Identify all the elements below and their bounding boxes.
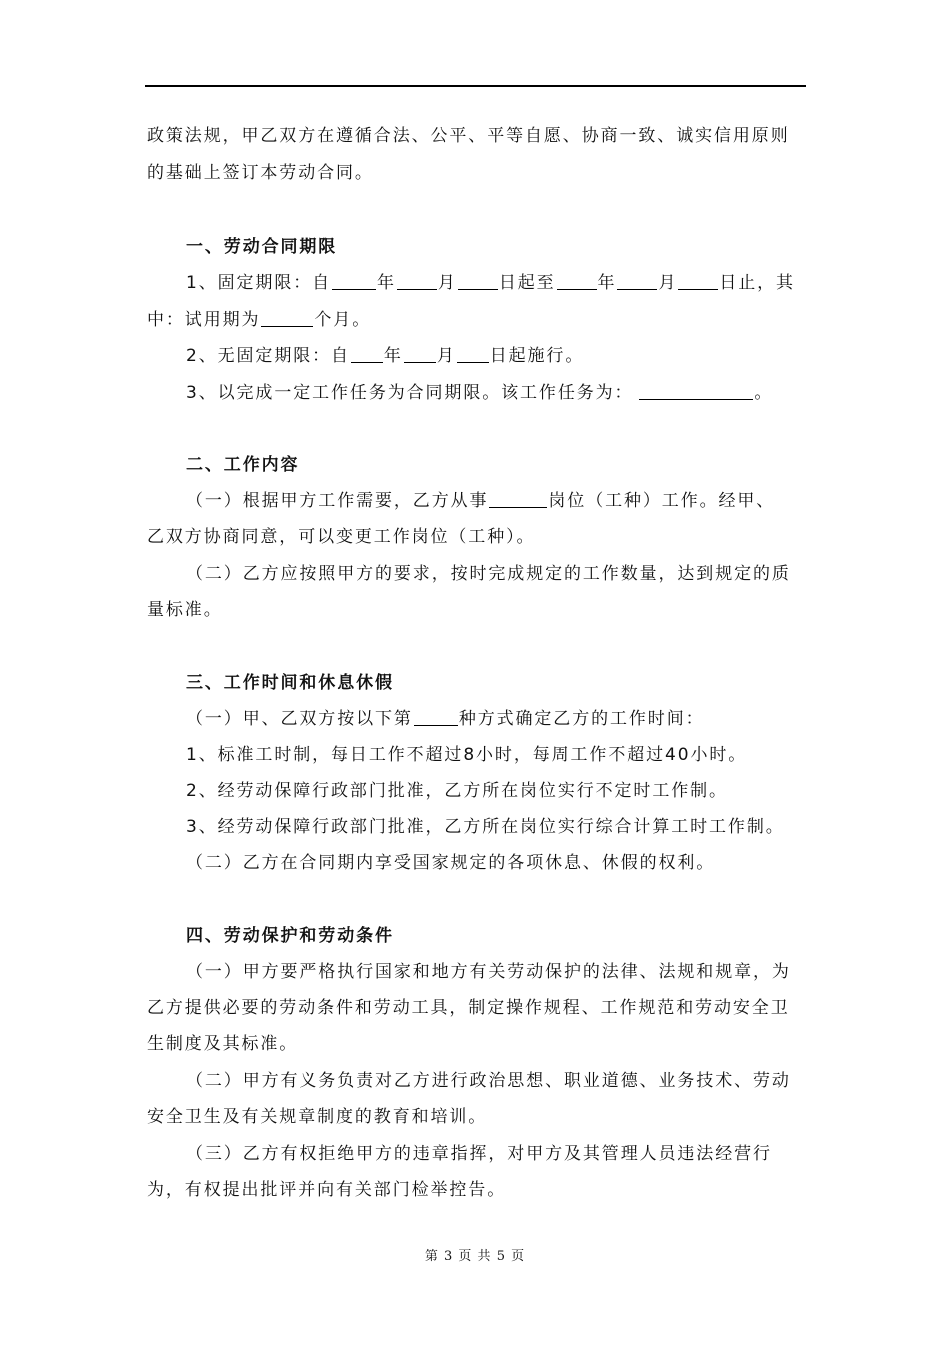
blank-field[interactable] — [397, 273, 437, 290]
section1-item1-cont: 中：试用期为 个月。 — [147, 310, 372, 330]
section2-p1-line2: 乙双方协商同意，可以变更工作岗位（工种）。 — [147, 527, 536, 547]
blank-field[interactable] — [414, 709, 458, 726]
blank-field[interactable] — [261, 310, 313, 327]
section2-heading: 二、工作内容 — [186, 455, 300, 475]
section3-p1: （一）甲、乙双方按以下第 种方式确定乙方的工作时间： — [186, 709, 705, 729]
blank-field[interactable] — [639, 383, 753, 400]
blank-field[interactable] — [351, 346, 383, 363]
section4-p3-line2: 为，有权提出批评并向有关部门检举控告。 — [147, 1180, 507, 1200]
section1-heading: 一、劳动合同期限 — [186, 237, 338, 257]
section3-heading: 三、工作时间和休息休假 — [186, 673, 394, 693]
section3-item3: 3、经劳动保障行政部门批准，乙方所在岗位实行综合计算工时工作制。 — [186, 817, 785, 837]
section4-p2-line2: 安全卫生及有关规章制度的教育和培训。 — [147, 1107, 488, 1127]
page-number: 第 3 页 共 5 页 — [424, 1249, 526, 1264]
section1-item3: 3、以完成一定工作任务为合同期限。该工作任务为： 。 — [186, 383, 774, 403]
blank-field[interactable] — [458, 273, 498, 290]
section4-heading: 四、劳动保护和劳动条件 — [186, 926, 394, 946]
section4-p1-line1: （一）甲方要严格执行国家和地方有关劳动保护的法律、法规和规章，为 — [186, 962, 791, 982]
section4-p3-line1: （三）乙方有权拒绝甲方的违章指挥，对甲方及其管理人员违法经营行 — [186, 1144, 772, 1164]
blank-field[interactable] — [557, 273, 597, 290]
blank-field[interactable] — [617, 273, 657, 290]
section1-item2: 2、无固定期限：自 年 月 日起施行。 — [186, 346, 585, 366]
section4-p2-line1: （二）甲方有义务负责对乙方进行政治思想、职业道德、业务技术、劳动 — [186, 1071, 791, 1091]
section2-p2-line1: （二）乙方应按照甲方的要求，按时完成规定的工作数量，达到规定的质 — [186, 564, 791, 584]
blank-field[interactable] — [332, 273, 376, 290]
section1-item1: 1、固定期限：自 年 月 日起至 年 月 日止，其 — [186, 273, 795, 293]
blank-field[interactable] — [489, 491, 547, 508]
section3-item2: 2、经劳动保障行政部门批准，乙方所在岗位实行不定时工作制。 — [186, 781, 728, 801]
section2-p1-line1: （一）根据甲方工作需要，乙方从事 岗位（工种）工作。经甲、 — [186, 491, 776, 511]
blank-field[interactable] — [678, 273, 718, 290]
blank-field[interactable] — [457, 346, 489, 363]
section3-p2: （二）乙方在合同期内享受国家规定的各项休息、休假的权利。 — [186, 853, 716, 873]
header-rule — [145, 85, 806, 87]
section2-p2-line2: 量标准。 — [147, 600, 223, 620]
section4-p1-line2: 乙方提供必要的劳动条件和劳动工具，制定操作规程、工作规范和劳动安全卫 — [147, 998, 790, 1018]
section4-p1-line3: 生制度及其标准。 — [147, 1034, 299, 1054]
section3-item1: 1、标准工时制，每日工作不超过8小时，每周工作不超过40小时。 — [186, 745, 748, 765]
intro-line-2: 的基础上签订本劳动合同。 — [147, 163, 374, 183]
blank-field[interactable] — [404, 346, 436, 363]
intro-line-1: 政策法规，甲乙双方在遵循合法、公平、平等自愿、协商一致、诚实信用原则 — [147, 126, 790, 146]
